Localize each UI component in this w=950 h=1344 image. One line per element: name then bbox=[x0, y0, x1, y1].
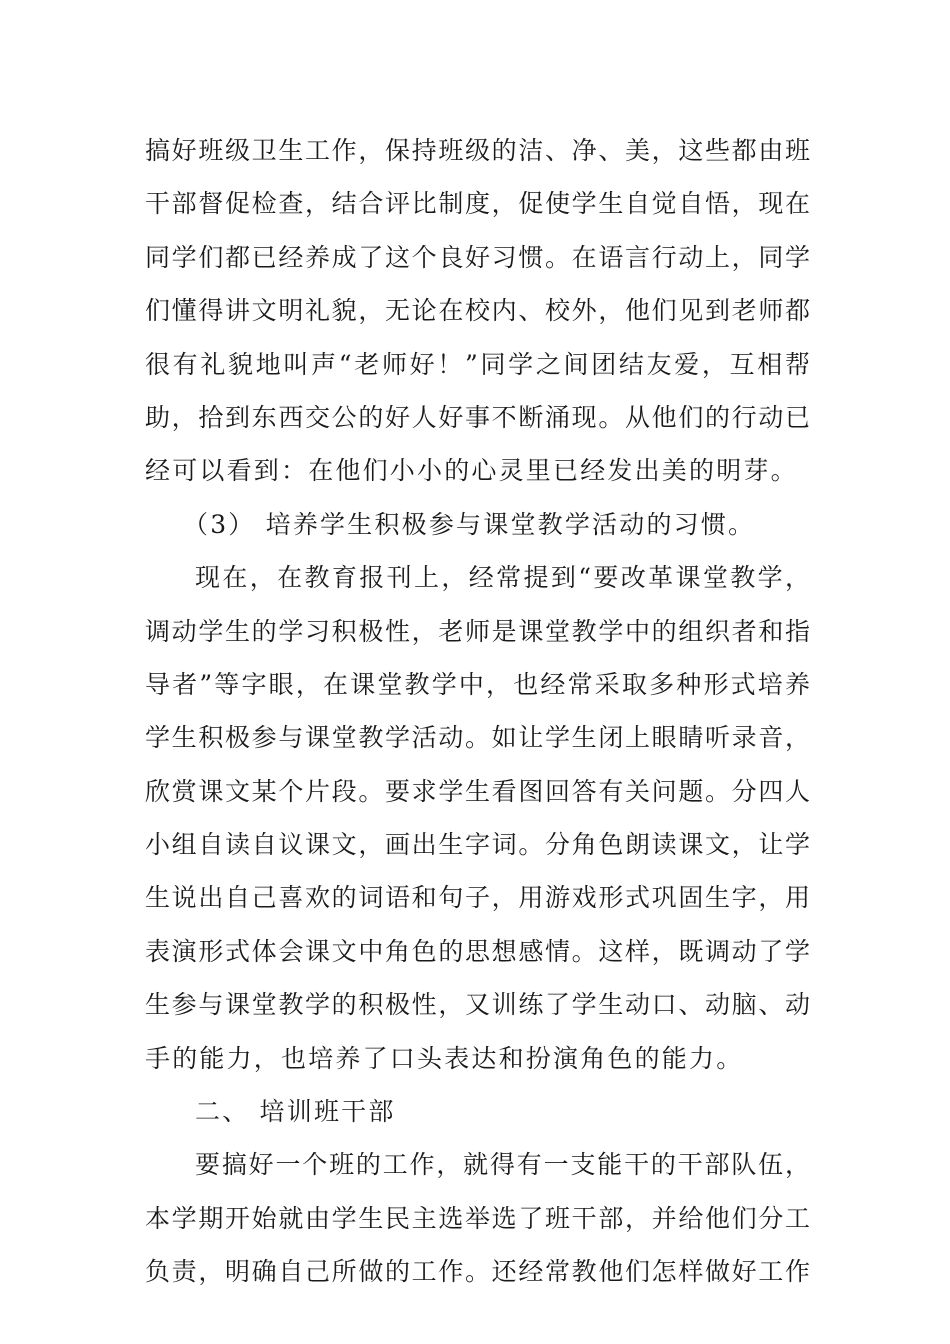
text-line: 调动学生的学习积极性，老师是课堂教学中的组织者和指 bbox=[145, 616, 810, 646]
paragraph-classroom-participation bbox=[145, 551, 810, 1085]
text-line: 表演形式体会课文中角色的思想感情。这样，既调动了学 bbox=[145, 936, 810, 966]
paragraph-class-hygiene bbox=[145, 124, 810, 498]
text-line: 本学期开始就由学生民主选举选了班干部，并给他们分工 bbox=[145, 1203, 810, 1233]
text-line: 要搞好一个班的工作，就得有一支能干的干部队伍， bbox=[195, 1150, 810, 1180]
text-line: 学生积极参与课堂教学活动。如让学生闭上眼睛听录音， bbox=[145, 723, 810, 753]
text-line: 负责，明确自己所做的工作。还经常教他们怎样做好工作 bbox=[145, 1257, 810, 1287]
text-line: 生说出自己喜欢的词语和句子，用游戏形式巩固生字，用 bbox=[145, 883, 810, 913]
section-heading-3: （3） 培养学生积极参与课堂教学活动的习惯。 bbox=[183, 509, 756, 539]
text-line: 手的能力，也培养了口头表达和扮演角色的能力。 bbox=[145, 1043, 744, 1073]
section-heading-2: 二、 培训班干部 bbox=[195, 1097, 396, 1127]
text-line: 助，拾到东西交公的好人好事不断涌现。从他们的行动已 bbox=[145, 402, 810, 432]
text-line: 很有礼貌地叫声“老师好！”同学之间团结友爱，互相帮 bbox=[145, 349, 810, 379]
text-line: 导者”等字眼，在课堂教学中，也经常采取多种形式培养 bbox=[145, 669, 810, 699]
paragraph-class-cadres bbox=[145, 1138, 810, 1298]
text-line: 现在，在教育报刊上，经常提到“要改革课堂教学， bbox=[195, 563, 810, 593]
text-line: 搞好班级卫生工作，保持班级的洁、净、美，这些都由班 bbox=[145, 136, 810, 165]
text-line: 同学们都已经养成了这个良好习惯。在语言行动上，同学 bbox=[145, 242, 810, 272]
document-body bbox=[145, 124, 810, 1299]
text-line: 经可以看到：在他们小小的心灵里已经发出美的明芽。 bbox=[145, 456, 798, 486]
text-line: 欣赏课文某个片段。要求学生看图回答有关问题。分四人 bbox=[145, 776, 810, 806]
text-line: 干部督促检查，结合评比制度，促使学生自觉自悟，现在 bbox=[145, 189, 810, 219]
text-line: 小组自读自议课文，画出生字词。分角色朗读课文，让学 bbox=[145, 830, 810, 860]
text-line: 们懂得讲文明礼貌，无论在校内、校外，他们见到老师都 bbox=[145, 296, 810, 326]
text-line: 生参与课堂教学的积极性，又训练了学生动口、动脑、动 bbox=[145, 990, 810, 1020]
